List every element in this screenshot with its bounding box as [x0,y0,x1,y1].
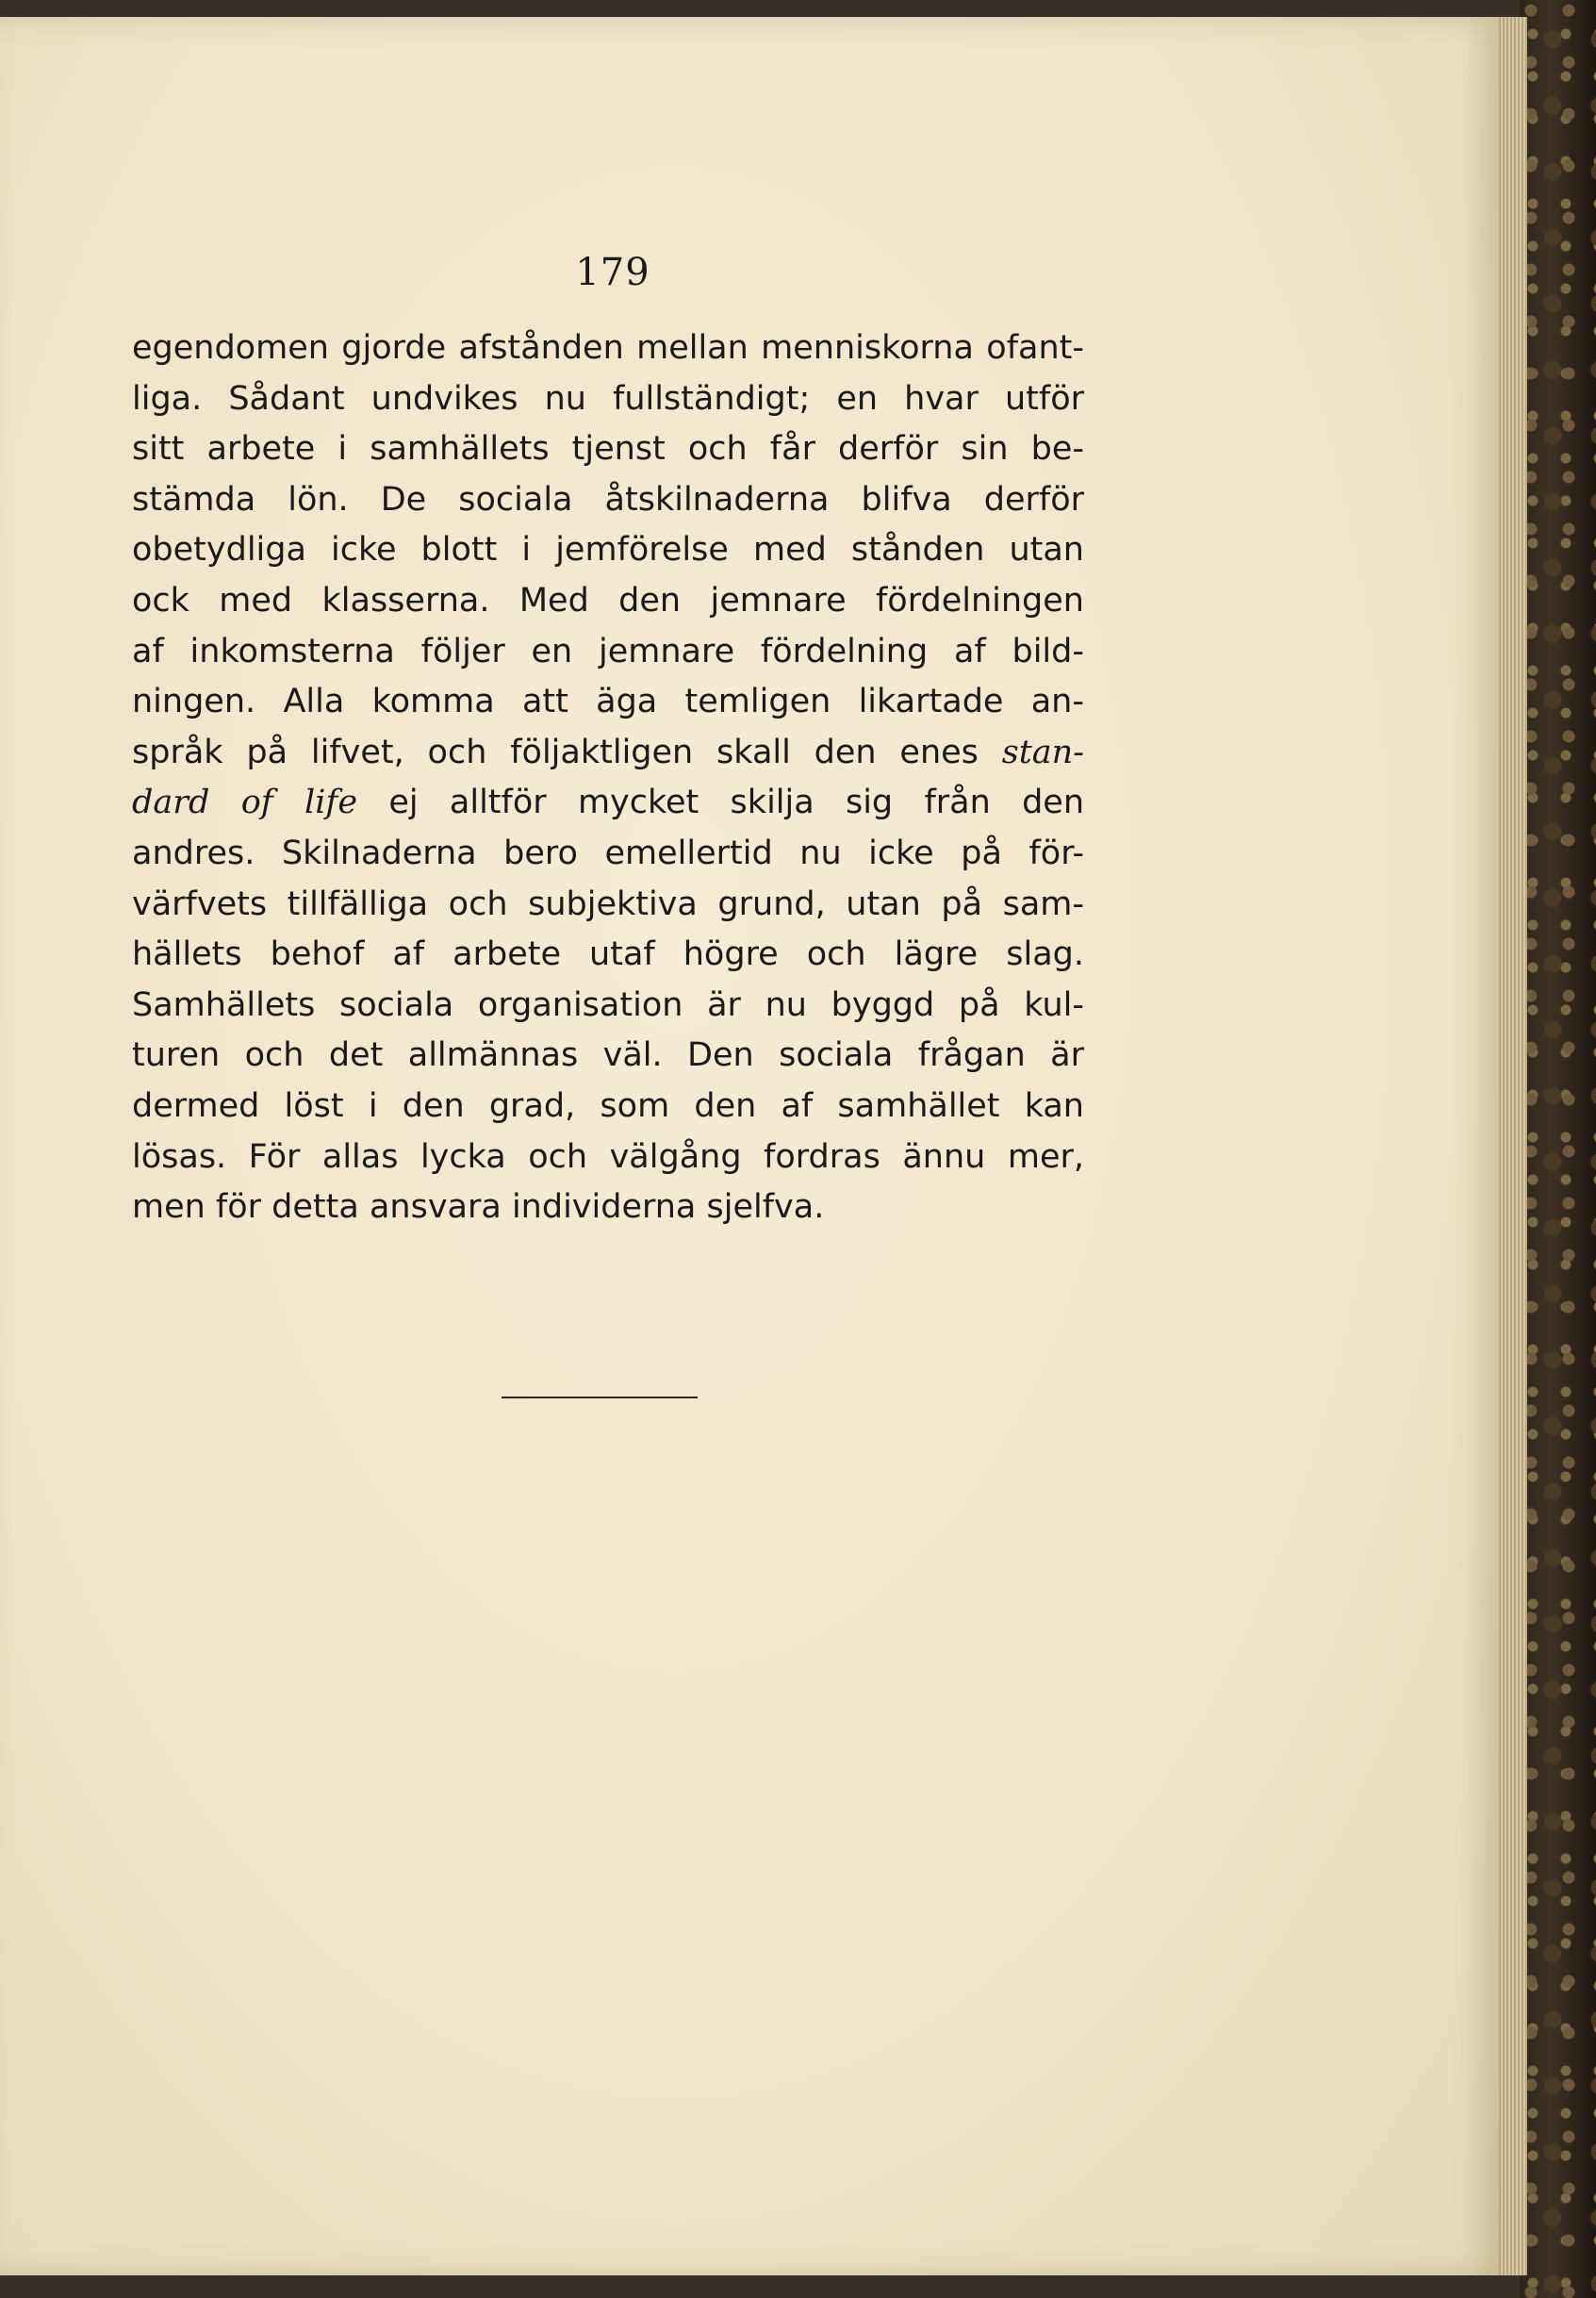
text-line: ock med klasserna. Med den jemnare fördelningen [132,581,1084,620]
text-line: sitt arbete i samhällets tjenst och får derför sin be- [132,430,1084,469]
text-line: hällets behof af arbete utaf högre och lägre slag. [132,935,1084,974]
italic-segment: dard of life [132,784,358,822]
book-page [0,17,1499,2275]
text-line: ningen. Alla komma att äga temligen likartade an- [132,683,1084,721]
text-line: af inkomsterna följer en jemnare fördelning af bild- [132,632,1084,670]
text-line: egendomen gjorde afstånden mellan menniskorna ofant- [132,329,1084,367]
italic-segment: stan- [1001,733,1084,771]
text-line: dermed löst i den grad, som den af samhället kan [132,1086,1084,1125]
text-segment: ej alltför mycket skilja sig från den [357,784,1085,822]
text-line: men för detta ansvara individerna sjelfva. [132,1188,825,1227]
text-line: obetydliga icke blott i jemförelse med stånden utan [132,531,1084,570]
text-line [132,778,1084,829]
text-line: turen och det allmännas väl. Den sociala frågan är [132,1036,1084,1075]
end-rule [502,1397,698,1398]
text-line: Samhällets sociala organisation är nu byggd på kul- [132,985,1084,1024]
text-line: andres. Skilnaderna bero emellertid nu icke på för- [132,834,1084,872]
text-segment: språk på lifvet, och följaktligen skall den enes [132,733,1002,771]
text-line: liga. Sådant undvikes nu fullständigt; en hvar utför [132,379,1084,418]
text-line: värfvets tillfälliga och subjektiva grund, utan på sam- [132,884,1084,923]
text-line: stämda lön. De sociala åtskilnaderna blifva derför [132,480,1084,519]
marbled-cover-edge [1520,0,1596,2298]
text-line: lösas. För allas lycka och välgång fordras ännu mer, [132,1137,1084,1176]
text-line [132,728,1084,779]
page-number: 179 [575,251,650,294]
body-paragraph [132,323,1084,1233]
